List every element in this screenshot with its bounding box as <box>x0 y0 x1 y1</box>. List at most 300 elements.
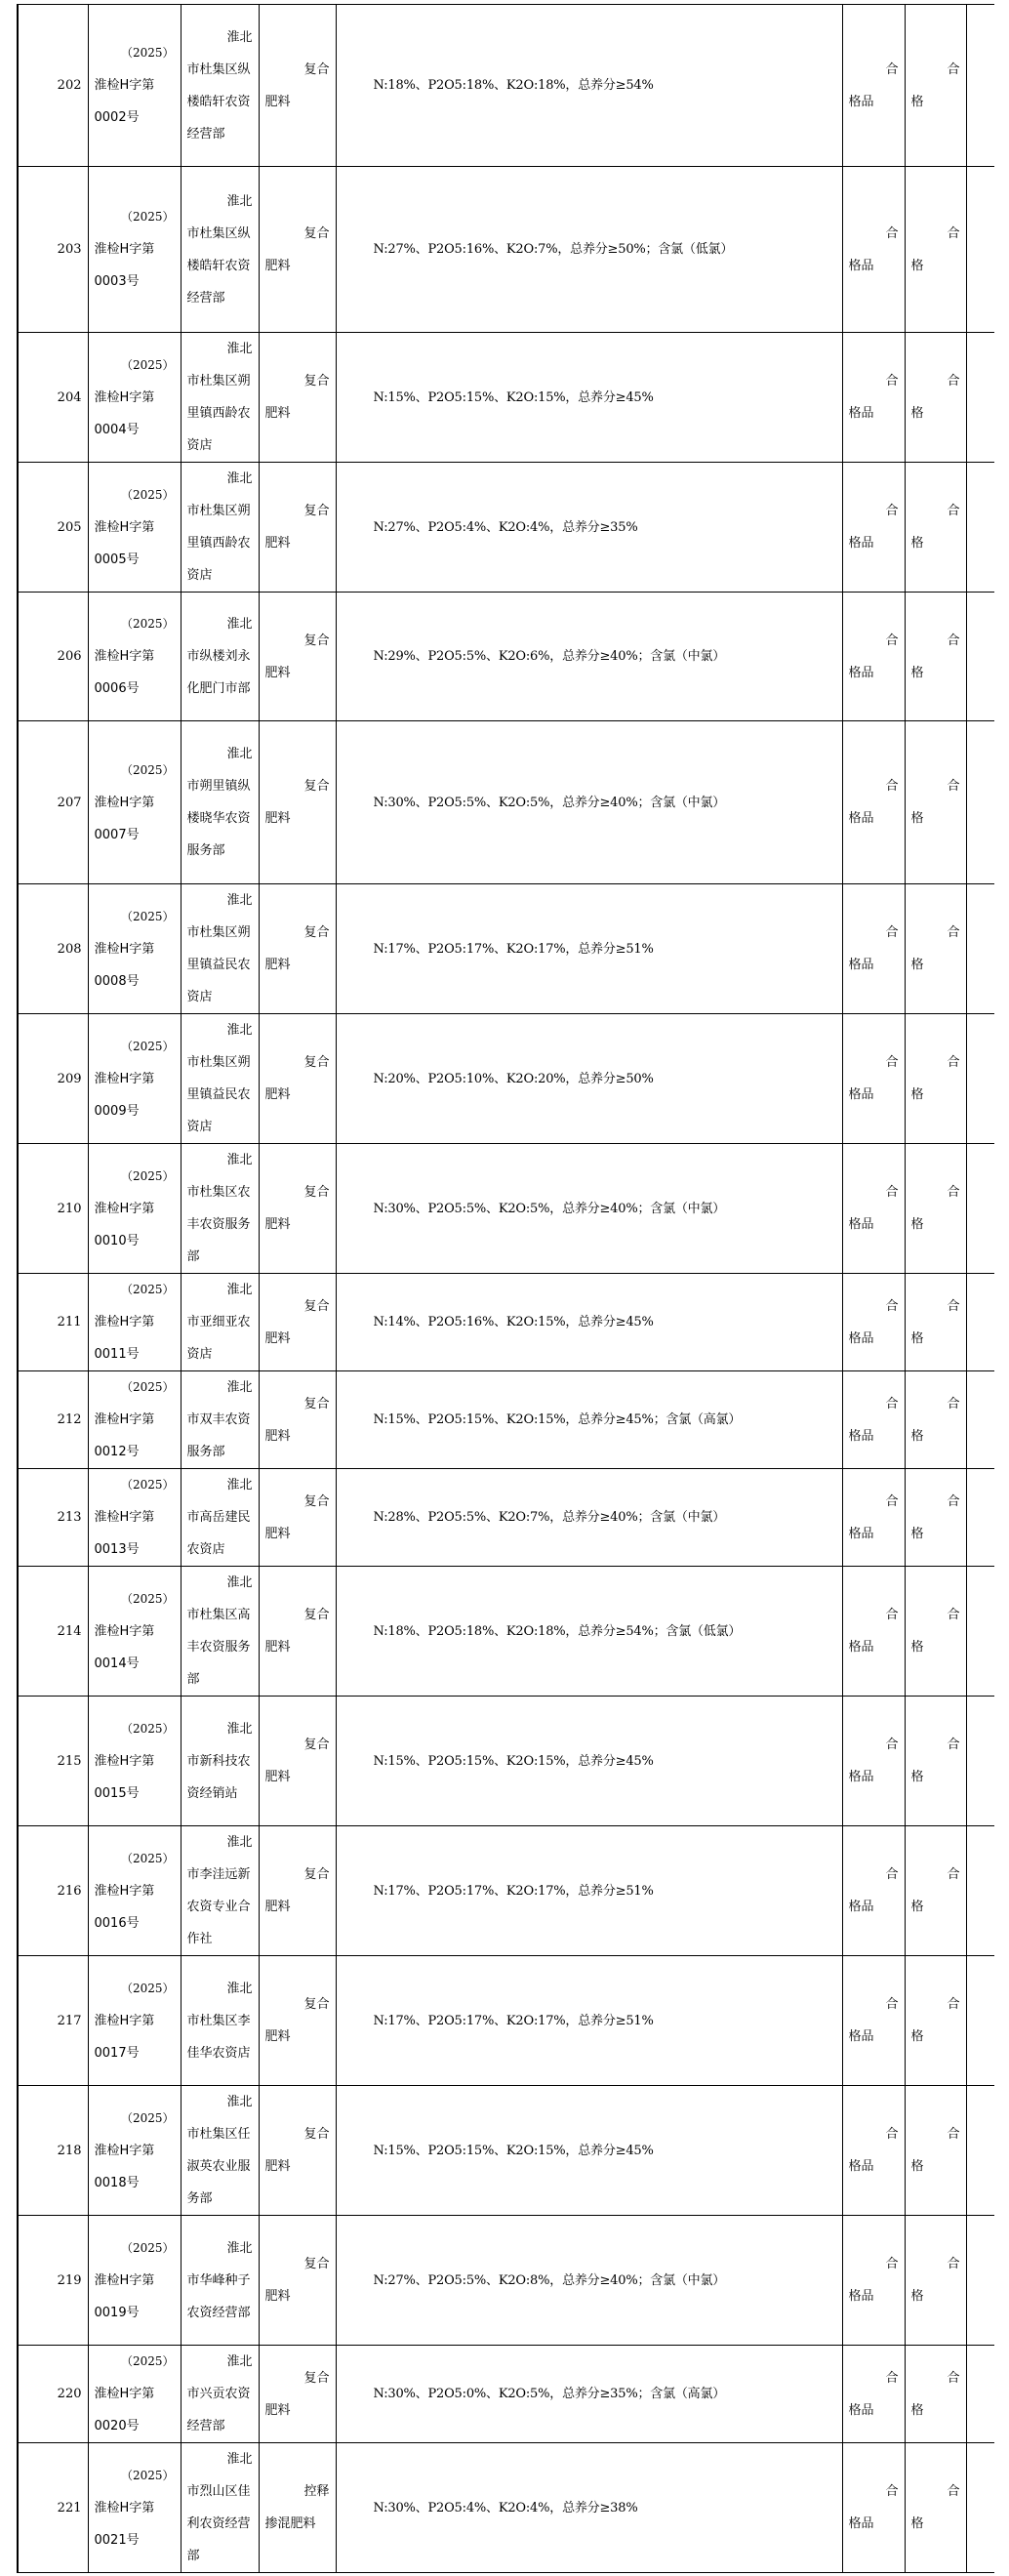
cell-inspection-result <box>842 1014 905 1144</box>
result-l1-text: 合 <box>885 225 899 241</box>
store-rest-text: 市杜集区高丰农资服务部 <box>186 1608 251 1687</box>
cell-serial-number <box>18 2443 88 2573</box>
cell-sampled-store <box>181 2443 259 2573</box>
cell-report-id <box>88 1956 181 2086</box>
no-text: 214 <box>57 1623 82 1639</box>
type-l2-text: 肥料 <box>264 811 291 826</box>
cell-sampled-store <box>181 463 259 593</box>
judge-l2-text: 格 <box>910 2516 924 2531</box>
cell-product-type <box>259 1567 336 1697</box>
type-l1-text: 复合 <box>303 1867 330 1882</box>
result-l1-text: 合 <box>885 925 899 940</box>
result-l1-text: 合 <box>885 1055 899 1070</box>
cell-product-type <box>259 2216 336 2346</box>
cell-nutrient-spec <box>336 1371 842 1469</box>
cell-judgement <box>905 2443 966 2573</box>
store-first-text: 淮北 <box>226 2240 253 2256</box>
type-l2-text: 肥料 <box>264 1770 291 1784</box>
cell-judgement <box>905 1956 966 2086</box>
cell-serial-number <box>18 1469 88 1567</box>
type-l1-text: 复合 <box>303 633 330 648</box>
result-l2-text: 格品 <box>848 1428 874 1444</box>
cell-product-type <box>259 2346 336 2443</box>
type-l2-text: 肥料 <box>264 665 291 680</box>
result-l2-text: 格品 <box>848 811 874 826</box>
cell-remarks <box>966 1567 994 1697</box>
id-rest-text: 淮检H字第0009号 <box>94 1071 155 1119</box>
cell-report-id <box>88 333 181 463</box>
type-l2-text: 肥料 <box>264 2402 291 2418</box>
id-rest-text: 淮检H字第0004号 <box>94 389 155 437</box>
cell-remarks <box>966 1144 994 1274</box>
id-year-text: （2025） <box>120 1283 175 1296</box>
id-year-text: （2025） <box>120 1478 175 1492</box>
type-l1-text: 复合 <box>303 1055 330 1070</box>
result-l2-text: 格品 <box>848 1330 874 1346</box>
no-text: 220 <box>57 2387 82 2401</box>
cell-inspection-result <box>842 721 905 884</box>
cell-sampled-store <box>181 2086 259 2216</box>
cell-inspection-result <box>842 5 905 167</box>
cell-remarks <box>966 1697 994 1826</box>
cell-inspection-result <box>842 884 905 1014</box>
id-rest-text: 淮检H字第0014号 <box>94 1623 155 1671</box>
cell-product-type <box>259 1956 336 2086</box>
cell-report-id <box>88 1567 181 1697</box>
cell-nutrient-spec <box>336 1956 842 2086</box>
result-l1-text: 合 <box>885 504 899 518</box>
type-l1-text: 复合 <box>303 225 330 241</box>
id-rest-text: 淮检H字第0008号 <box>94 941 155 989</box>
cell-remarks <box>966 5 994 167</box>
spec-text: N:17%、P2O5:17%、K2O:17%，总养分≥51% <box>373 941 654 957</box>
id-rest-text: 淮检H字第0021号 <box>94 2500 155 2548</box>
cell-nutrient-spec <box>336 167 842 333</box>
store-rest-text: 市杜集区李佳华农资店 <box>186 2013 251 2061</box>
cell-nutrient-spec <box>336 1144 842 1274</box>
cell-nutrient-spec <box>336 333 842 463</box>
table-row <box>18 2086 994 2216</box>
id-year-text: （2025） <box>120 1721 175 1736</box>
cell-serial-number <box>18 1697 88 1826</box>
cell-remarks <box>966 2216 994 2346</box>
cell-judgement <box>905 1697 966 1826</box>
result-l1-text: 合 <box>885 1396 899 1411</box>
cell-product-type <box>259 463 336 593</box>
id-year-text: （2025） <box>120 210 175 224</box>
result-l1-text: 合 <box>885 1493 899 1509</box>
judge-l2-text: 格 <box>910 2402 924 2418</box>
no-text: 215 <box>57 1753 82 1769</box>
cell-judgement <box>905 463 966 593</box>
cell-remarks <box>966 463 994 593</box>
judge-l1-text: 合 <box>947 1298 960 1314</box>
judge-l2-text: 格 <box>910 1087 924 1102</box>
cell-product-type <box>259 2443 336 2573</box>
judge-l1-text: 合 <box>947 2484 960 2499</box>
cell-product-type <box>259 1697 336 1826</box>
type-l1-text: 复合 <box>303 1738 330 1752</box>
id-rest-text: 淮检H字第0003号 <box>94 242 155 289</box>
no-text: 217 <box>57 2013 82 2028</box>
type-l1-text: 复合 <box>303 2257 330 2271</box>
cell-report-id <box>88 721 181 884</box>
table-row <box>18 167 994 333</box>
judge-l1-text: 合 <box>947 1867 960 1882</box>
no-text: 210 <box>57 1201 82 1216</box>
store-first-text: 淮北 <box>226 2354 253 2369</box>
spec-text: N:27%、P2O5:4%、K2O:4%，总养分≥35% <box>373 519 638 535</box>
cell-report-id <box>88 167 181 333</box>
judge-l2-text: 格 <box>910 94 924 109</box>
judge-l1-text: 合 <box>947 1738 960 1752</box>
cell-judgement <box>905 1826 966 1956</box>
judge-l1-text: 合 <box>947 374 960 388</box>
judge-l2-text: 格 <box>910 2159 924 2174</box>
cell-nutrient-spec <box>336 1274 842 1371</box>
cell-nutrient-spec <box>336 2086 842 2216</box>
id-rest-text: 淮检H字第0019号 <box>94 2272 155 2320</box>
cell-remarks <box>966 1014 994 1144</box>
cell-judgement <box>905 167 966 333</box>
type-l1-text: 复合 <box>303 1608 330 1622</box>
result-l1-text: 合 <box>885 2257 899 2271</box>
type-l1-text: 复合 <box>303 2127 330 2142</box>
id-year-text: （2025） <box>120 1591 175 1606</box>
spec-text: N:30%、P2O5:4%、K2O:4%，总养分≥38% <box>373 2500 638 2515</box>
store-first-text: 淮北 <box>226 1721 253 1737</box>
cell-inspection-result <box>842 1469 905 1567</box>
cell-remarks <box>966 884 994 1014</box>
store-first-text: 淮北 <box>226 1283 253 1297</box>
id-year-text: （2025） <box>120 1851 175 1865</box>
store-first-text: 淮北 <box>226 342 253 356</box>
no-text: 211 <box>57 1315 82 1329</box>
spec-text: N:18%、P2O5:18%、K2O:18%，总养分≥54%；含氯（低氯） <box>373 1623 742 1639</box>
table-row <box>18 1697 994 1826</box>
cell-product-type <box>259 333 336 463</box>
cell-sampled-store <box>181 593 259 721</box>
id-year-text: （2025） <box>120 1039 175 1053</box>
no-text: 207 <box>57 795 82 810</box>
cell-report-id <box>88 884 181 1014</box>
type-l1-text: 复合 <box>303 1185 330 1200</box>
judge-l2-text: 格 <box>910 1428 924 1444</box>
no-text: 204 <box>57 389 82 405</box>
cell-judgement <box>905 1567 966 1697</box>
result-l2-text: 格品 <box>848 1087 874 1102</box>
cell-nutrient-spec <box>336 1697 842 1826</box>
no-text: 202 <box>57 78 82 93</box>
result-l1-text: 合 <box>885 779 899 794</box>
inspection-results-table <box>17 4 994 2573</box>
cell-remarks <box>966 1956 994 2086</box>
judge-l1-text: 合 <box>947 2370 960 2386</box>
cell-product-type <box>259 167 336 333</box>
cell-product-type <box>259 593 336 721</box>
cell-remarks <box>966 721 994 884</box>
no-text: 208 <box>57 941 82 957</box>
id-rest-text: 淮检H字第0010号 <box>94 1201 155 1248</box>
cell-inspection-result <box>842 593 905 721</box>
result-l1-text: 合 <box>885 1298 899 1314</box>
id-rest-text: 淮检H字第0018号 <box>94 2143 155 2190</box>
no-text: 205 <box>57 519 82 535</box>
id-rest-text: 淮检H字第0016号 <box>94 1883 155 1931</box>
cell-nutrient-spec <box>336 1469 842 1567</box>
cell-remarks <box>966 593 994 721</box>
spec-text: N:27%、P2O5:16%、K2O:7%，总养分≥50%；含氯（低氯） <box>373 242 734 257</box>
judge-l1-text: 合 <box>947 61 960 77</box>
table-row <box>18 1567 994 1697</box>
id-rest-text: 淮检H字第0020号 <box>94 2387 155 2433</box>
judge-l2-text: 格 <box>910 536 924 551</box>
store-first-text: 淮北 <box>226 1835 253 1850</box>
cell-report-id <box>88 1826 181 1956</box>
result-l2-text: 格品 <box>848 94 874 109</box>
result-l2-text: 格品 <box>848 1900 874 1914</box>
judge-l1-text: 合 <box>947 1608 960 1622</box>
result-l2-text: 格品 <box>848 1217 874 1232</box>
id-rest-text: 淮检H字第0011号 <box>94 1315 155 1362</box>
store-first-text: 淮北 <box>226 2452 253 2467</box>
type-l2-text: 肥料 <box>264 1640 291 1655</box>
type-l1-text: 复合 <box>303 779 330 794</box>
cell-report-id <box>88 1371 181 1469</box>
store-rest-text: 市杜集区朔里镇益民农资店 <box>186 925 251 1004</box>
cell-inspection-result <box>842 1956 905 2086</box>
table-row <box>18 463 994 593</box>
cell-sampled-store <box>181 1567 259 1697</box>
type-l2-text: 肥料 <box>264 1900 291 1914</box>
no-text: 213 <box>57 1510 82 1525</box>
spec-text: N:28%、P2O5:5%、K2O:7%，总养分≥40%；含氯（中氯） <box>373 1510 726 1525</box>
cell-product-type <box>259 1371 336 1469</box>
type-l1-text: 复合 <box>303 61 330 77</box>
cell-inspection-result <box>842 1826 905 1956</box>
result-l2-text: 格品 <box>848 2159 874 2174</box>
store-rest-text: 市华峰种子农资经营部 <box>186 2272 251 2320</box>
cell-sampled-store <box>181 1956 259 2086</box>
cell-nutrient-spec <box>336 1567 842 1697</box>
type-l2-text: 肥料 <box>264 958 291 972</box>
cell-inspection-result <box>842 2346 905 2443</box>
table-row <box>18 1956 994 2086</box>
id-year-text: （2025） <box>120 1168 175 1183</box>
cell-sampled-store <box>181 2346 259 2443</box>
type-l2-text: 肥料 <box>264 406 291 421</box>
store-first-text: 淮北 <box>226 2095 253 2109</box>
type-l1-text: 复合 <box>303 2370 330 2386</box>
spec-text: N:30%、P2O5:5%、K2O:5%，总养分≥40%；含氯（中氯） <box>373 1201 726 1216</box>
result-l2-text: 格品 <box>848 2402 874 2418</box>
cell-sampled-store <box>181 721 259 884</box>
cell-report-id <box>88 1144 181 1274</box>
cell-serial-number <box>18 1567 88 1697</box>
store-rest-text: 市杜集区农丰农资服务部 <box>186 1185 251 1264</box>
result-l2-text: 格品 <box>848 2029 874 2044</box>
cell-judgement <box>905 5 966 167</box>
spec-text: N:30%、P2O5:5%、K2O:5%，总养分≥40%；含氯（中氯） <box>373 795 726 810</box>
judge-l2-text: 格 <box>910 1526 924 1541</box>
id-year-text: （2025） <box>120 1981 175 1995</box>
id-year-text: （2025） <box>120 2354 175 2368</box>
judge-l1-text: 合 <box>947 925 960 940</box>
id-rest-text: 淮检H字第0005号 <box>94 519 155 567</box>
id-rest-text: 淮检H字第0002号 <box>94 78 155 125</box>
cell-product-type <box>259 1274 336 1371</box>
no-text: 206 <box>57 649 82 664</box>
cell-report-id <box>88 1274 181 1371</box>
cell-sampled-store <box>181 5 259 167</box>
cell-remarks <box>966 2346 994 2443</box>
cell-inspection-result <box>842 1697 905 1826</box>
cell-remarks <box>966 1469 994 1567</box>
result-l2-text: 格品 <box>848 258 874 273</box>
store-rest-text: 市兴贡农资经营部 <box>186 2387 251 2433</box>
result-l2-text: 格品 <box>848 665 874 680</box>
table-row <box>18 2216 994 2346</box>
table-row <box>18 1826 994 1956</box>
cell-serial-number <box>18 1274 88 1371</box>
cell-nutrient-spec <box>336 2443 842 2573</box>
cell-inspection-result <box>842 463 905 593</box>
spec-text: N:29%、P2O5:5%、K2O:6%，总养分≥40%；含氯（中氯） <box>373 649 726 664</box>
judge-l1-text: 合 <box>947 504 960 518</box>
cell-report-id <box>88 1014 181 1144</box>
result-l1-text: 合 <box>885 2370 899 2386</box>
cell-report-id <box>88 2086 181 2216</box>
result-l2-text: 格品 <box>848 2516 874 2531</box>
type-l2-text: 肥料 <box>264 536 291 551</box>
judge-l1-text: 合 <box>947 2127 960 2142</box>
cell-product-type <box>259 1469 336 1567</box>
table-row <box>18 1469 994 1567</box>
cell-judgement <box>905 1274 966 1371</box>
judge-l2-text: 格 <box>910 1217 924 1232</box>
cell-remarks <box>966 333 994 463</box>
cell-inspection-result <box>842 167 905 333</box>
cell-nutrient-spec <box>336 1014 842 1144</box>
cell-sampled-store <box>181 1697 259 1826</box>
no-text: 212 <box>57 1412 82 1427</box>
table-row <box>18 1144 994 1274</box>
cell-product-type <box>259 2086 336 2216</box>
spec-text: N:20%、P2O5:10%、K2O:20%，总养分≥50% <box>373 1071 654 1086</box>
id-year-text: （2025） <box>120 487 175 502</box>
result-l1-text: 合 <box>885 61 899 77</box>
type-l1-text: 复合 <box>303 504 330 518</box>
type-l1-text: 复合 <box>303 1493 330 1509</box>
cell-judgement <box>905 333 966 463</box>
table-row <box>18 884 994 1014</box>
cell-nutrient-spec <box>336 5 842 167</box>
result-l1-text: 合 <box>885 633 899 648</box>
judge-l2-text: 格 <box>910 2289 924 2304</box>
cell-sampled-store <box>181 1826 259 1956</box>
store-rest-text: 市杜集区任淑英农业服务部 <box>186 2127 251 2206</box>
id-year-text: （2025） <box>120 762 175 777</box>
judge-l2-text: 格 <box>910 958 924 972</box>
type-l1-text: 控释 <box>303 2484 330 2499</box>
id-rest-text: 淮检H字第0012号 <box>94 1412 155 1459</box>
type-l2-text: 肥料 <box>264 1526 291 1541</box>
type-l2-text: 掺混肥料 <box>264 2516 316 2531</box>
store-rest-text: 市纵楼刘永化肥门市部 <box>186 649 251 696</box>
type-l1-text: 复合 <box>303 1997 330 2012</box>
result-l2-text: 格品 <box>848 536 874 551</box>
no-text: 219 <box>57 2272 82 2288</box>
cell-remarks <box>966 1826 994 1956</box>
type-l1-text: 复合 <box>303 1396 330 1411</box>
spec-text: N:15%、P2O5:15%、K2O:15%，总养分≥45% <box>373 2143 654 2158</box>
judge-l2-text: 格 <box>910 258 924 273</box>
id-rest-text: 淮检H字第0015号 <box>94 1753 155 1801</box>
cell-judgement <box>905 2086 966 2216</box>
cell-judgement <box>905 2346 966 2443</box>
cell-sampled-store <box>181 1144 259 1274</box>
cell-nutrient-spec <box>336 721 842 884</box>
cell-inspection-result <box>842 2086 905 2216</box>
spec-text: N:15%、P2O5:15%、K2O:15%，总养分≥45%；含氯（高氯） <box>373 1412 742 1427</box>
judge-l2-text: 格 <box>910 811 924 826</box>
cell-serial-number <box>18 884 88 1014</box>
cell-serial-number <box>18 333 88 463</box>
cell-inspection-result <box>842 2443 905 2573</box>
cell-product-type <box>259 5 336 167</box>
cell-judgement <box>905 1469 966 1567</box>
id-rest-text: 淮检H字第0017号 <box>94 2013 155 2061</box>
result-l1-text: 合 <box>885 2484 899 2499</box>
result-l1-text: 合 <box>885 374 899 388</box>
cell-inspection-result <box>842 333 905 463</box>
judge-l2-text: 格 <box>910 406 924 421</box>
cell-product-type <box>259 1144 336 1274</box>
type-l2-text: 肥料 <box>264 2159 291 2174</box>
cell-report-id <box>88 2346 181 2443</box>
cell-inspection-result <box>842 1144 905 1274</box>
cell-sampled-store <box>181 884 259 1014</box>
cell-serial-number <box>18 593 88 721</box>
cell-report-id <box>88 2216 181 2346</box>
cell-remarks <box>966 2086 994 2216</box>
id-year-text: （2025） <box>120 357 175 372</box>
store-rest-text: 市烈山区佳利农资经营部 <box>186 2484 251 2563</box>
store-rest-text: 市双丰农资服务部 <box>186 1412 251 1459</box>
judge-l1-text: 合 <box>947 1997 960 2012</box>
cell-nutrient-spec <box>336 2216 842 2346</box>
store-rest-text: 市杜集区纵楼皓轩农资经营部 <box>186 61 251 142</box>
cell-serial-number <box>18 1826 88 1956</box>
type-l2-text: 肥料 <box>264 258 291 273</box>
cell-product-type <box>259 1014 336 1144</box>
cell-serial-number <box>18 1371 88 1469</box>
id-year-text: （2025） <box>120 1380 175 1394</box>
table-row <box>18 1014 994 1144</box>
type-l1-text: 复合 <box>303 374 330 388</box>
store-rest-text: 市杜集区朔里镇益民农资店 <box>186 1055 251 1134</box>
id-rest-text: 淮检H字第0006号 <box>94 649 155 696</box>
cell-serial-number <box>18 1144 88 1274</box>
table-body <box>18 5 994 2573</box>
id-year-text: （2025） <box>120 2240 175 2255</box>
judge-l1-text: 合 <box>947 633 960 648</box>
cell-nutrient-spec <box>336 884 842 1014</box>
result-l1-text: 合 <box>885 1608 899 1622</box>
store-rest-text: 市杜集区纵楼皓轩农资经营部 <box>186 225 251 306</box>
type-l2-text: 肥料 <box>264 1428 291 1444</box>
table-row <box>18 2346 994 2443</box>
